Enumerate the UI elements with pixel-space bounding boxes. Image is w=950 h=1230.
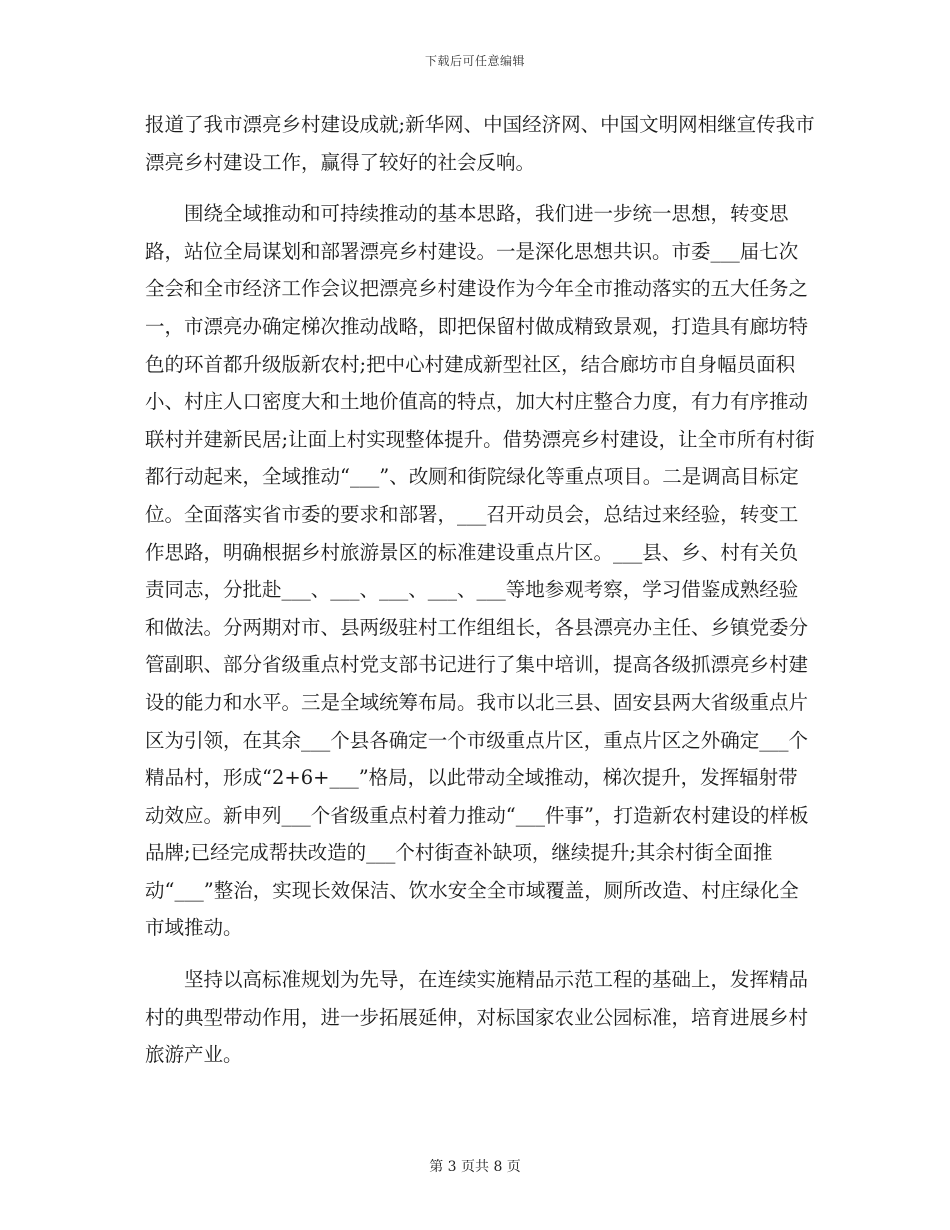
paragraph-1: 报道了我市漂亮乡村建设成就;新华网、中国经济网、中国文明网相继宣传我市漂亮乡村建设工作，赢得了较好的社会反响。 (145, 113, 815, 174)
page-header: 下载后可任意编辑 (424, 54, 525, 68)
paragraph-2: 围绕全域推动和可持续推动的基本思路，我们进一步统一思想，转变思路，站位全局谋划和部署漂亮乡村建设。一是深化思想共识。市委___届七次全会和全市经济工作会议把漂亮乡村建设作为今年全市推动落实的五大任务之一，市漂亮办确定梯次推动战略，即把保留村做成精致景观，打造具有廊坊特色的环首都升级版新农村;把中心村建成新型社区，结合廊坊市自身幅员面积小、村庄人口密度大和土地价值高的特点，加大村庄整合力度，有力有序推动联村并建新民居;让面上村实现整体提升。借势漂亮乡村建设，让全市所有村街都行动起来，全域推动“___”、改厕和街院绿化等重点项目。二是调高目标定位。全面落实省市委的要求和部署，___召开动员会，总结过来经验，转变工作思路，明确根据乡村旅游景区的标准建设重点片区。___县、乡、村有关负责同志，分批赴___、___、___、___、___等地参观考察，学习借鉴成熟经验和做法。分两期对市、县两级驻村工作组组长，各县漂亮办主任、乡镇党委分管副职、部分省级重点村党支部书记进行了集中培训，提高各级抓漂亮乡村建设的能力和水平。三是全域统筹布局。我市以北三县、固安县两大省级重点片区为引领，在其余___个县各确定一个市级重点片区，重点片区之外确定___个精品村，形成“2+6+___”格局，以此带动全域推动，梯次提升，发挥辐射带动效应。新申列___个省级重点村着力推动“___件事”，打造新农村建设的样板品牌;已经完成帮扶改造的___个村街查补缺项，继续提升;其余村街全面推动“___”整治，实现长效保洁、饮水安全全市域覆盖，厕所改造、村庄绿化全市域推动。 (145, 202, 815, 940)
document-body (145, 106, 815, 1074)
page-number: 第 3 页共 8 页 (429, 1159, 521, 1175)
paragraph-3: 坚持以高标准规划为先导，在连续实施精品示范工程的基础上，发挥精品村的典型带动作用，进一步拓展延伸，对标国家农业公园标准，培育进展乡村旅游产业。 (145, 968, 809, 1067)
